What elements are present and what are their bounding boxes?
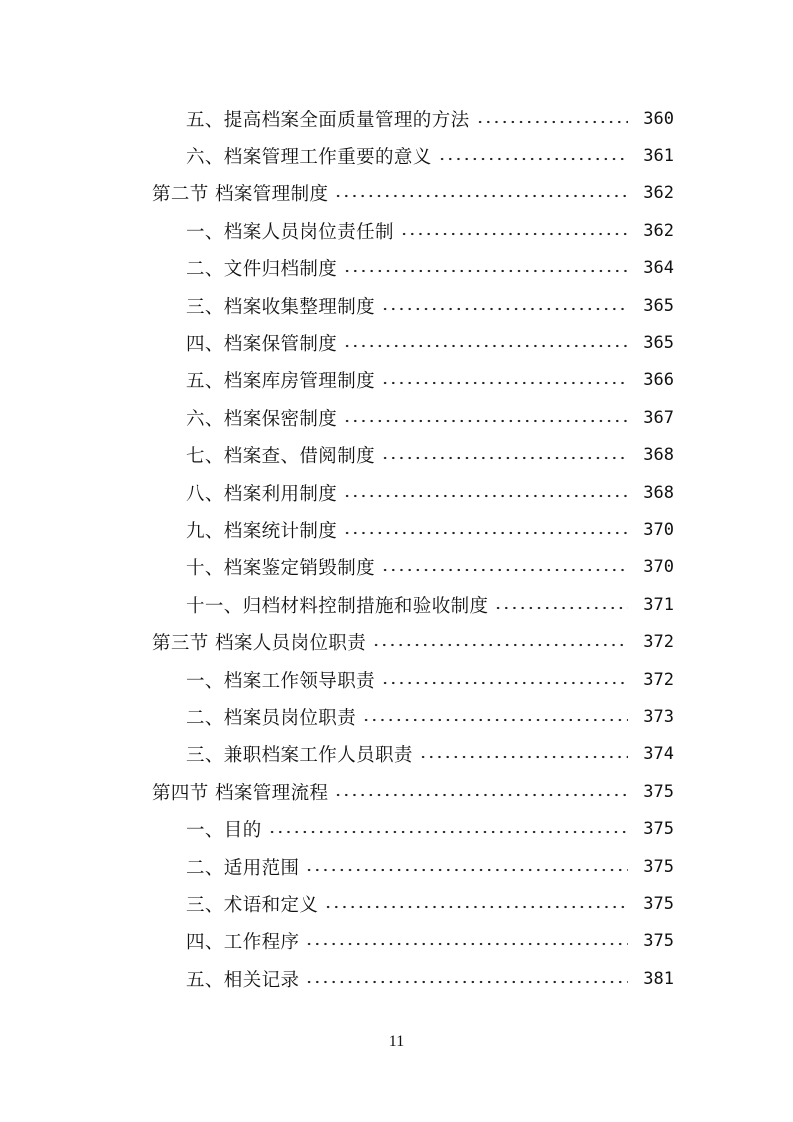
toc-entry[interactable] <box>0 848 793 885</box>
toc-entry-title: 四、档案保管制度 <box>186 334 338 356</box>
toc-entry-title: 二、档案员岗位职责 <box>186 707 357 729</box>
toc-entry[interactable] <box>0 399 793 436</box>
toc-entry-page: 365 <box>643 295 674 316</box>
dot-leader <box>343 531 628 535</box>
toc-entry-page: 361 <box>643 146 674 167</box>
toc-entry-title: 五、提高档案全面质量管理的方法 <box>186 109 470 131</box>
dot-leader <box>268 830 628 834</box>
dot-leader <box>334 793 628 797</box>
toc-entry[interactable] <box>0 586 793 623</box>
toc-entry-title: 六、档案管理工作重要的意义 <box>186 147 432 169</box>
toc-entry-title: 九、档案统计制度 <box>186 520 338 542</box>
toc-entry[interactable] <box>0 437 793 474</box>
toc-entry[interactable] <box>0 549 793 586</box>
toc-entry-title: 六、档案保密制度 <box>186 408 338 430</box>
toc-entry-title: 三、兼职档案工作人员职责 <box>186 745 413 767</box>
toc-entry-title: 一、目的 <box>186 820 262 842</box>
dot-leader <box>400 232 628 236</box>
dot-leader <box>343 494 628 498</box>
toc-entry-page: 375 <box>643 781 674 802</box>
toc-entry[interactable] <box>0 250 793 287</box>
toc-entry-page: 362 <box>643 183 674 204</box>
dot-leader <box>381 307 628 311</box>
toc-entry-page: 360 <box>643 108 674 129</box>
dot-leader <box>343 344 628 348</box>
dot-leader <box>372 643 628 647</box>
table-of-contents <box>0 100 793 997</box>
toc-entry-title: 五、档案库房管理制度 <box>186 371 376 393</box>
dot-leader <box>381 456 628 460</box>
toc-entry-page: 375 <box>643 819 674 840</box>
toc-entry-page: 368 <box>643 445 674 466</box>
toc-entry[interactable] <box>0 885 793 922</box>
toc-entry-title: 三、术语和定义 <box>186 894 319 916</box>
toc-entry[interactable] <box>0 960 793 997</box>
toc-entry[interactable] <box>0 923 793 960</box>
toc-entry-page: 368 <box>643 482 674 503</box>
toc-entry-title: 二、文件归档制度 <box>186 259 338 281</box>
dot-leader <box>305 868 628 872</box>
toc-entry-page: 365 <box>643 333 674 354</box>
toc-section-entry[interactable] <box>0 623 793 660</box>
toc-entry-page: 373 <box>643 706 674 727</box>
toc-entry-page: 371 <box>643 594 674 615</box>
toc-entry-title: 第四节 档案管理流程 <box>152 782 329 804</box>
dot-leader <box>381 381 628 385</box>
toc-entries <box>0 100 793 997</box>
toc-entry-title: 十一、归档材料控制措施和验收制度 <box>186 595 489 617</box>
toc-section-entry[interactable] <box>0 175 793 212</box>
toc-section-entry[interactable] <box>0 773 793 810</box>
toc-entry[interactable] <box>0 212 793 249</box>
toc-entry-page: 375 <box>643 893 674 914</box>
toc-entry-title: 四、工作程序 <box>186 932 300 954</box>
toc-entry[interactable] <box>0 474 793 511</box>
toc-entry-page: 372 <box>643 669 674 690</box>
toc-entry-page: 372 <box>643 632 674 653</box>
toc-entry-title: 五、相关记录 <box>186 969 300 991</box>
toc-entry-title: 一、档案人员岗位责任制 <box>186 221 394 243</box>
toc-entry[interactable] <box>0 137 793 174</box>
dot-leader <box>343 419 628 423</box>
toc-entry[interactable] <box>0 287 793 324</box>
toc-entry-title: 一、档案工作领导职责 <box>186 670 376 692</box>
toc-entry-title: 第三节 档案人员岗位职责 <box>152 633 367 655</box>
dot-leader <box>494 606 628 610</box>
toc-entry[interactable] <box>0 698 793 735</box>
toc-entry-title: 七、档案查、借阅制度 <box>186 446 376 468</box>
dot-leader <box>324 905 628 909</box>
toc-entry-page: 367 <box>643 407 674 428</box>
dot-leader <box>381 568 628 572</box>
toc-entry-page: 364 <box>643 258 674 279</box>
dot-leader <box>419 755 628 759</box>
toc-entry-title: 第二节 档案管理制度 <box>152 184 329 206</box>
toc-entry[interactable] <box>0 810 793 847</box>
toc-entry-title: 十、档案鉴定销毁制度 <box>186 558 376 580</box>
dot-leader <box>305 980 628 984</box>
toc-entry[interactable] <box>0 362 793 399</box>
toc-entry-title: 二、适用范围 <box>186 857 300 879</box>
toc-entry-page: 375 <box>643 856 674 877</box>
toc-entry-page: 362 <box>643 220 674 241</box>
toc-entry-page: 370 <box>643 519 674 540</box>
toc-entry-page: 375 <box>643 931 674 952</box>
toc-entry-page: 366 <box>643 370 674 391</box>
toc-entry[interactable] <box>0 736 793 773</box>
toc-entry-page: 370 <box>643 557 674 578</box>
dot-leader <box>343 269 628 273</box>
toc-entry[interactable] <box>0 661 793 698</box>
page-number: 11 <box>388 1033 405 1050</box>
toc-entry[interactable] <box>0 511 793 548</box>
dot-leader <box>334 194 628 198</box>
dot-leader <box>305 942 628 946</box>
toc-entry[interactable] <box>0 324 793 361</box>
toc-entry[interactable] <box>0 100 793 137</box>
dot-leader <box>381 681 628 685</box>
dot-leader <box>362 718 628 722</box>
toc-entry-page: 374 <box>643 744 674 765</box>
toc-entry-title: 三、档案收集整理制度 <box>186 296 376 318</box>
dot-leader <box>438 157 628 161</box>
toc-entry-page: 381 <box>643 968 674 989</box>
toc-entry-title: 八、档案利用制度 <box>186 483 338 505</box>
dot-leader <box>476 120 628 124</box>
